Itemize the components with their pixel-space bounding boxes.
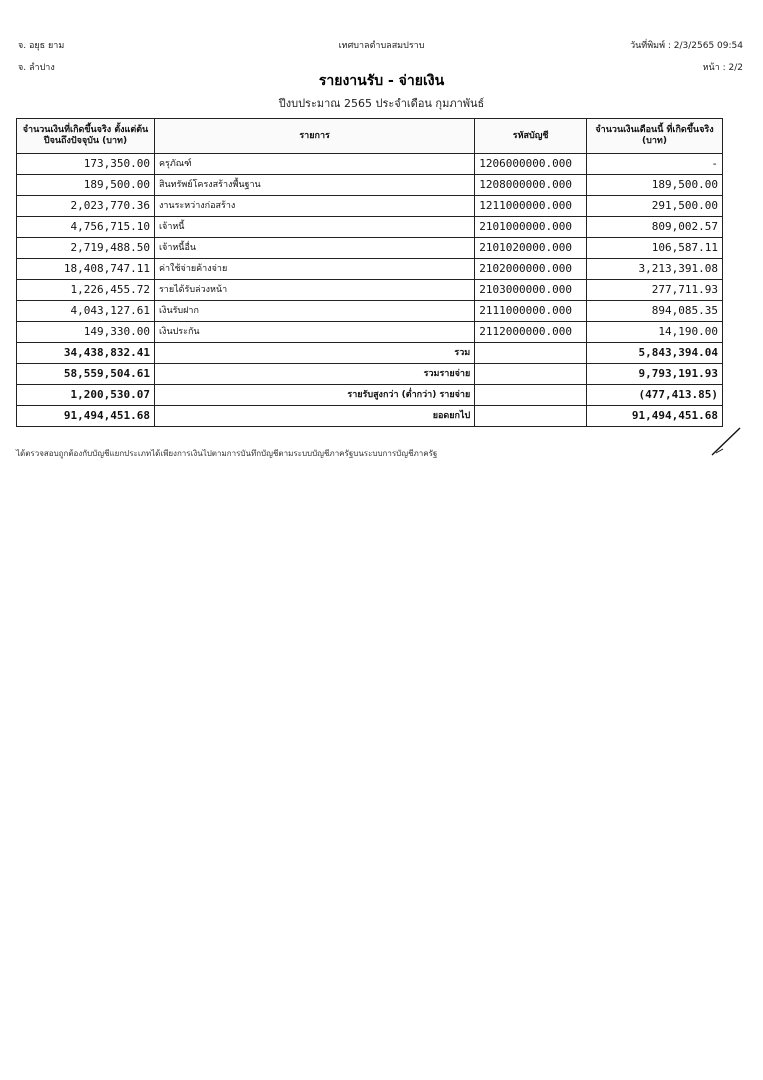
cell-month-amount: 106,587.11	[587, 238, 723, 259]
cell-description: เจ้าหนี้	[154, 217, 474, 238]
signature-mark-icon	[710, 425, 742, 457]
cell-month-amount: 91,494,451.68	[587, 406, 723, 427]
cell-account-code	[475, 385, 587, 406]
cell-month-amount: 14,190.00	[587, 322, 723, 343]
cell-month-amount: 809,002.57	[587, 217, 723, 238]
page-number: หน้า : 2/2	[702, 63, 743, 73]
cell-ytd-amount: 173,350.00	[17, 154, 155, 175]
cell-account-code	[475, 364, 587, 385]
cell-account-code: 1208000000.000	[475, 175, 587, 196]
cell-description: ครุภัณฑ์	[154, 154, 474, 175]
cell-month-amount: 291,500.00	[587, 196, 723, 217]
cell-month-amount: 277,711.93	[587, 280, 723, 301]
cell-ytd-amount: 189,500.00	[17, 175, 155, 196]
report-title: รายงานรับ - จ่ายเงิน	[318, 73, 445, 89]
table-row	[17, 280, 723, 301]
table-row	[17, 154, 723, 175]
cell-account-code	[475, 343, 587, 364]
summary-row	[17, 364, 723, 385]
cell-month-amount: 894,085.35	[587, 301, 723, 322]
cell-ytd-amount: 18,408,747.11	[17, 259, 155, 280]
summary-row	[17, 343, 723, 364]
cell-month-amount: 189,500.00	[587, 175, 723, 196]
cell-ytd-amount: 91,494,451.68	[17, 406, 155, 427]
table-row	[17, 196, 723, 217]
footnote: ได้ตรวจสอบถูกต้องกับบัญชีแยกประเภทได้เพียงการเงินไปตามการบันทึกบัญชีตามระบบบัญชีภาครัฐบนระบบการบัญชีภาครัฐ	[16, 449, 438, 458]
table-row	[17, 217, 723, 238]
header-left-line1: จ. อยุธ ยาม	[18, 41, 65, 51]
cell-description: รายรับสูงกว่า (ต่ำกว่า) รายจ่าย	[154, 385, 474, 406]
table-row	[17, 322, 723, 343]
table-row	[17, 259, 723, 280]
cell-month-amount: 9,793,191.93	[587, 364, 723, 385]
report-subtitle: ปีงบประมาณ 2565 ประจำเดือน กุมภาพันธ์	[278, 97, 485, 110]
cell-month-amount: 3,213,391.08	[587, 259, 723, 280]
cell-account-code: 1206000000.000	[475, 154, 587, 175]
column-header-ytd: จำนวนเงินที่เกิดขึ้นจริง ตั้งแต่ต้นปีจนถึงปัจจุบัน (บาท)	[17, 119, 155, 154]
cell-description: เงินรับฝาก	[154, 301, 474, 322]
cell-ytd-amount: 58,559,504.61	[17, 364, 155, 385]
cell-month-amount: -	[587, 154, 723, 175]
cell-ytd-amount: 4,756,715.10	[17, 217, 155, 238]
column-header-month: จำนวนเงินเดือนนี้ ที่เกิดขึ้นจริง (บาท)	[587, 119, 723, 154]
cell-description: รวม	[154, 343, 474, 364]
cell-description: สินทรัพย์โครงสร้างพื้นฐาน	[154, 175, 474, 196]
cell-month-amount: 5,843,394.04	[587, 343, 723, 364]
cell-ytd-amount: 34,438,832.41	[17, 343, 155, 364]
table-row	[17, 238, 723, 259]
cell-ytd-amount: 2,023,770.36	[17, 196, 155, 217]
receipts-payments-table	[16, 118, 723, 427]
cell-account-code: 2101020000.000	[475, 238, 587, 259]
cell-ytd-amount: 1,226,455.72	[17, 280, 155, 301]
cell-month-amount: (477,413.85)	[587, 385, 723, 406]
header-left-line2: จ. ลำปาง	[18, 63, 55, 73]
cell-ytd-amount: 4,043,127.61	[17, 301, 155, 322]
summary-row	[17, 406, 723, 427]
cell-description: รายได้รับล่วงหน้า	[154, 280, 474, 301]
cell-account-code	[475, 406, 587, 427]
cell-account-code: 2102000000.000	[475, 259, 587, 280]
column-header-description: รายการ	[154, 119, 474, 154]
organization-name: เทศบาลตำบลสมปราบ	[338, 41, 425, 51]
cell-description: เจ้าหนี้อื่น	[154, 238, 474, 259]
cell-ytd-amount: 149,330.00	[17, 322, 155, 343]
cell-description: รวมรายจ่าย	[154, 364, 474, 385]
cell-ytd-amount: 1,200,530.07	[17, 385, 155, 406]
cell-ytd-amount: 2,719,488.50	[17, 238, 155, 259]
column-header-account-code: รหัสบัญชี	[475, 119, 587, 154]
cell-account-code: 2111000000.000	[475, 301, 587, 322]
table-row	[17, 175, 723, 196]
cell-account-code: 1211000000.000	[475, 196, 587, 217]
cell-description: เงินประกัน	[154, 322, 474, 343]
summary-row	[17, 385, 723, 406]
table-header-row	[17, 119, 723, 154]
cell-account-code: 2101000000.000	[475, 217, 587, 238]
cell-account-code: 2103000000.000	[475, 280, 587, 301]
print-date: วันที่พิมพ์ : 2/3/2565 09:54	[630, 41, 743, 51]
cell-description: ค่าใช้จ่ายค้างจ่าย	[154, 259, 474, 280]
cell-description: งานระหว่างก่อสร้าง	[154, 196, 474, 217]
cell-account-code: 2112000000.000	[475, 322, 587, 343]
table-row	[17, 301, 723, 322]
cell-description: ยอดยกไป	[154, 406, 474, 427]
